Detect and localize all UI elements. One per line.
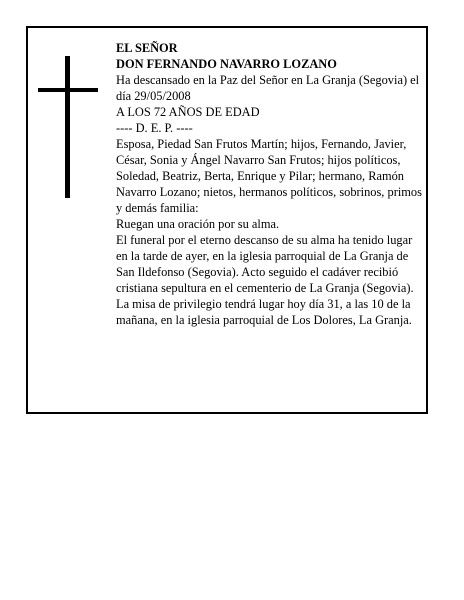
cross-icon — [38, 56, 98, 198]
age-line: A LOS 72 AÑOS DE EDAD — [116, 105, 260, 119]
prayer-line: Ruegan una oración por su alma. — [116, 217, 280, 231]
cross-vertical-bar — [65, 56, 70, 198]
title-line-1: EL SEÑOR — [116, 41, 178, 55]
family-paragraph: Esposa, Piedad San Frutos Martín; hijos, Fernando, Javier, César, Sonia y Ángel Navarro San Frutos; hijos políticos, Soledad, Beatriz, Berta, Enrique y Pilar; hermano, Ramón Navarro Lozano; nietos, hermanos políticos, sobrinos, primos y demás familia: — [116, 137, 422, 215]
rest-announcement: Ha descansado en la Paz del Señor en La Granja (Segovia) el día 29/05/2008 — [116, 73, 420, 103]
obituary-text — [116, 40, 424, 328]
funeral-paragraph: El funeral por el eterno descanso de su alma ha tenido lugar en la tarde de ayer, en la iglesia parroquial de La Granja de San Ildefonso (Segovia). Acto seguido el cadáver recibió cristiana sepultura en el cementerio de La Granja (Segovia). La misa de privilegio tendrá lugar hoy día 31, a las 10 de la mañana, en la iglesia parroquial de Los Dolores, La Granja. — [116, 233, 414, 327]
deceased-name: DON FERNANDO NAVARRO LOZANO — [116, 57, 337, 71]
cross-horizontal-bar — [38, 88, 98, 92]
obituary-frame — [26, 26, 428, 414]
dep-line: ---- D. E. P. ---- — [116, 121, 193, 135]
